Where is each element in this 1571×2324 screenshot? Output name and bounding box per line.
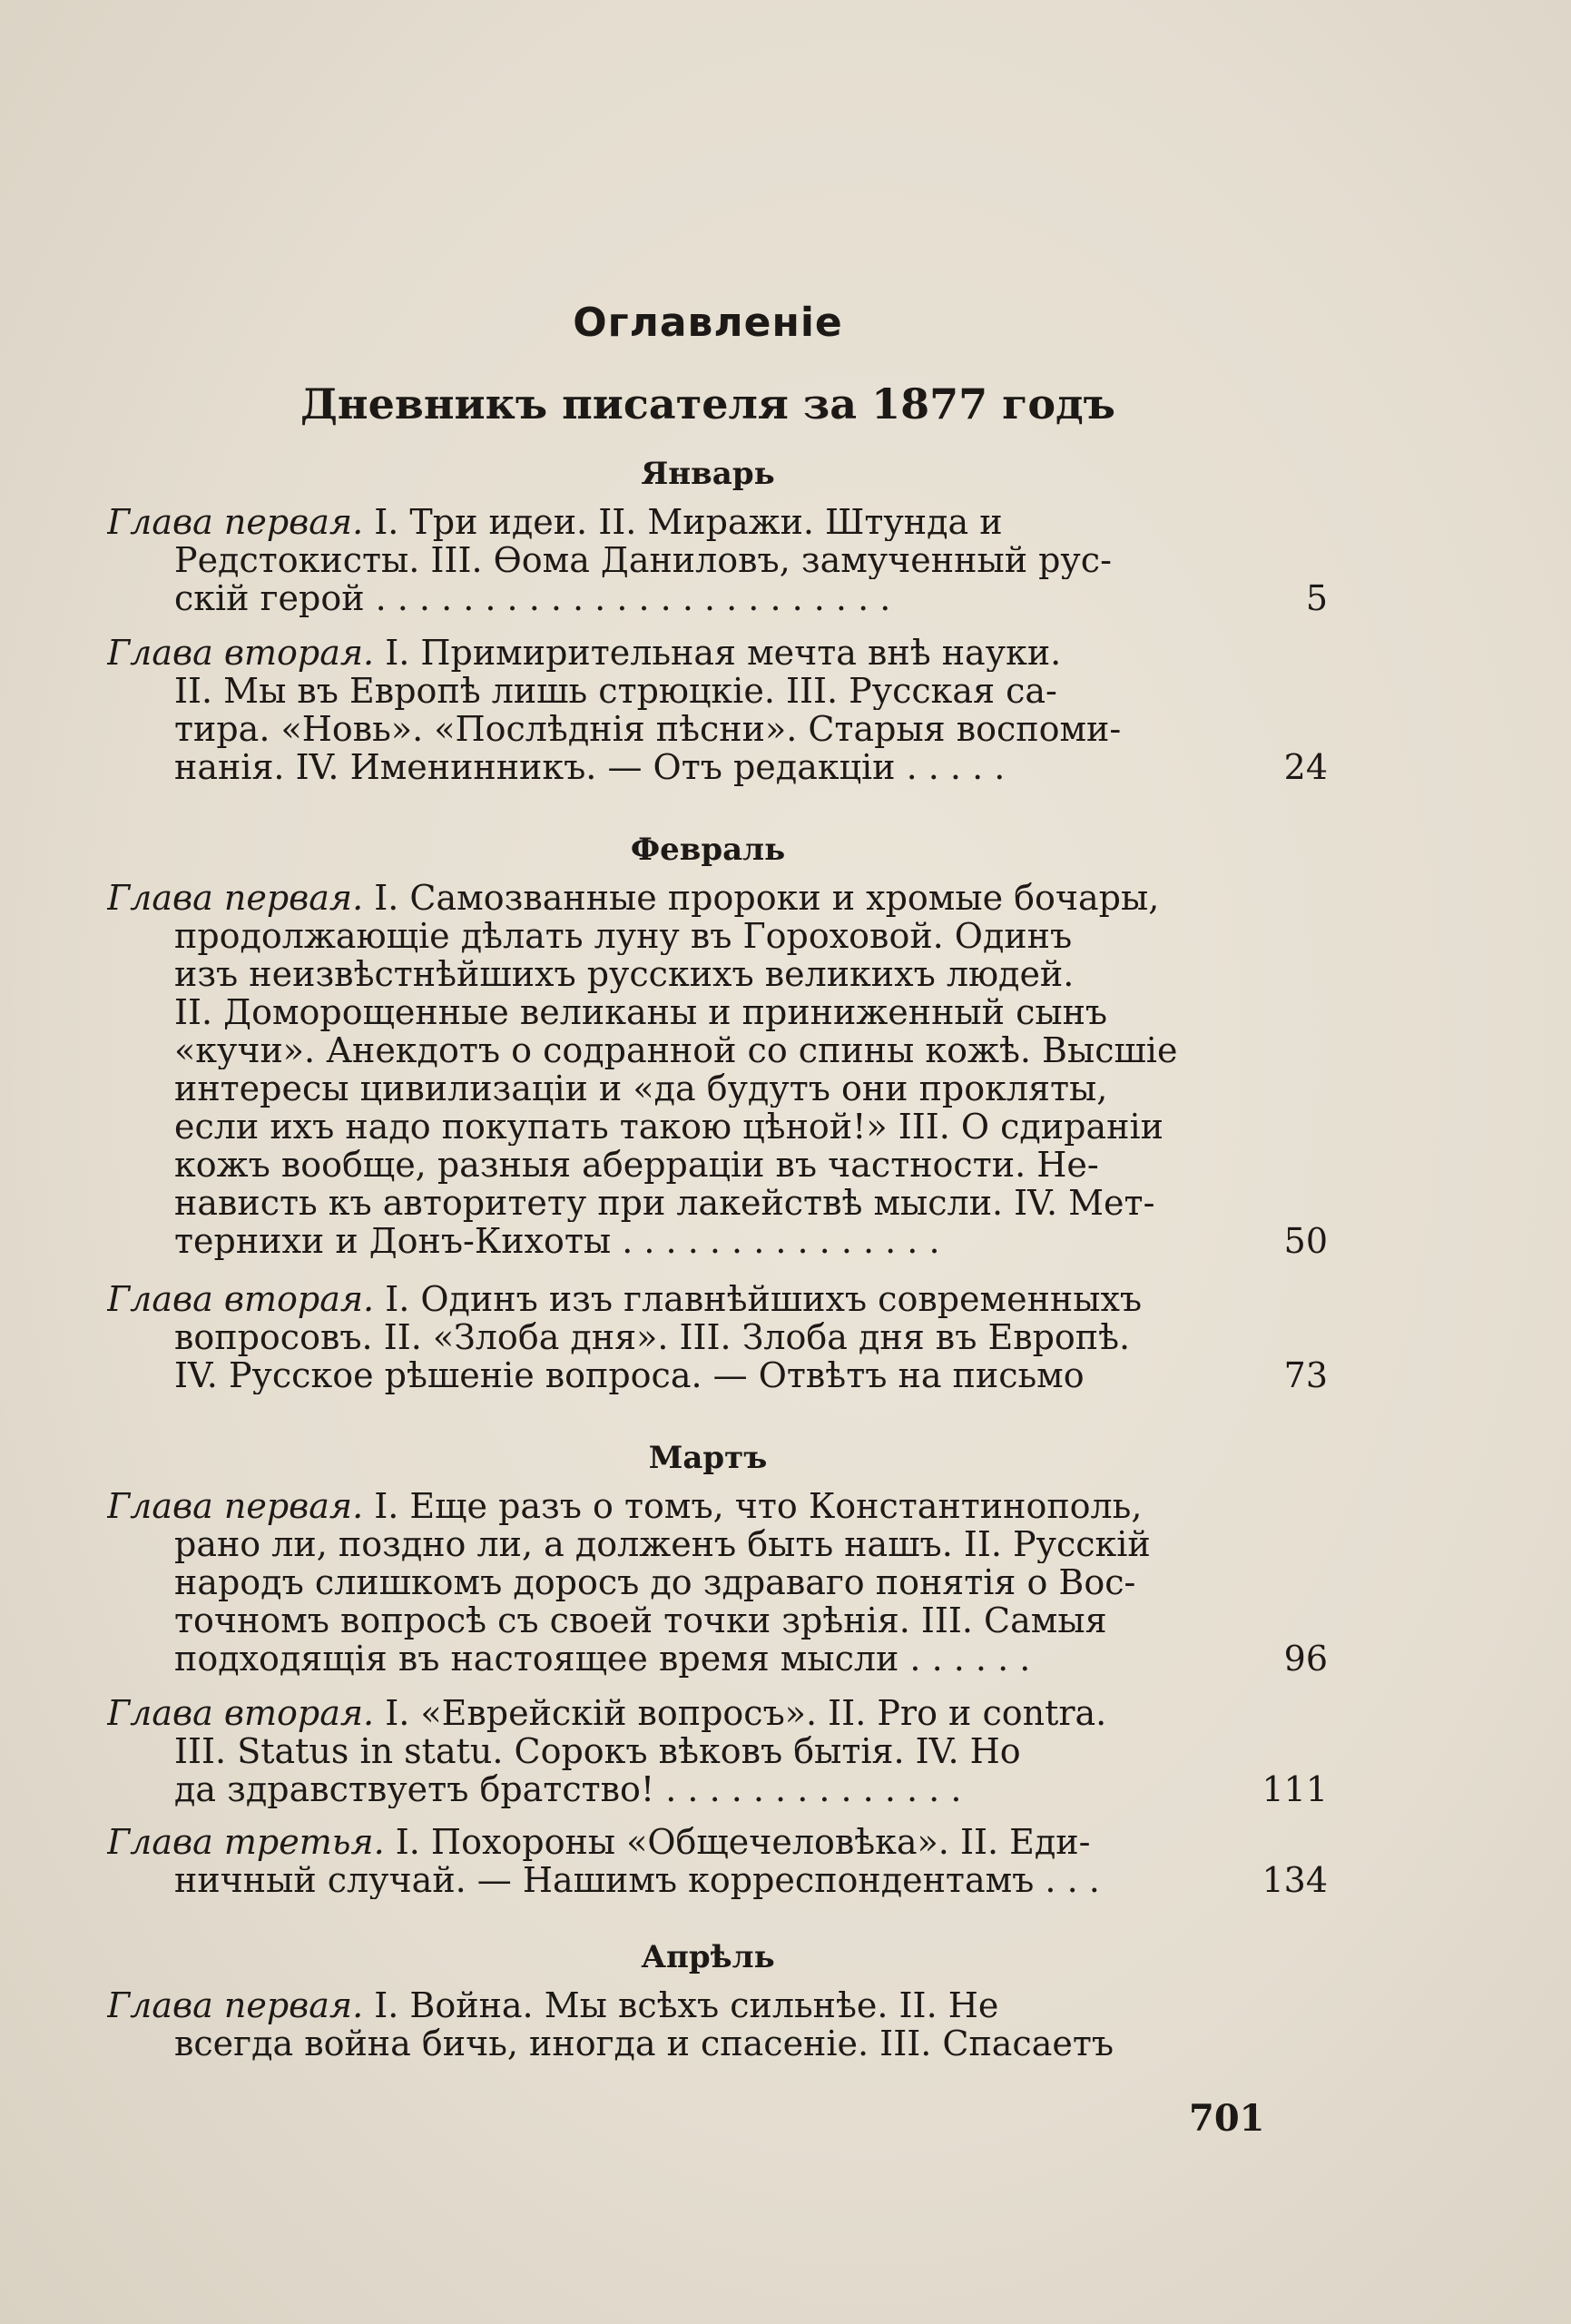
toc-entry-text: I. Война. Мы всѣхъ сильнѣе. II. Не [374,1986,999,2024]
toc-entry-line: «кучи». Анекдотъ о содранной со спины кожѣ. Высшіе [174,1031,1178,1069]
toc-entry-line: тира. «Новь». «Послѣднія пѣсни». Старыя воспоми- [174,710,1122,748]
toc-entry-text: подходящія въ настоящее время мысли . . . . . . [174,1640,1031,1678]
chapter-label: Глава первая. [107,503,364,541]
toc-entry [107,1694,1328,1808]
toc-entry-line: всегда война бичь, иногда и спасеніе. III. Спасаетъ [174,2024,1114,2063]
toc-entry-text: I. Самозванные пророки и хромые бочары, [374,879,1160,917]
toc-entry-text: I. Примирительная мечта внѣ науки. [385,634,1062,672]
toc-entry-text: да здравствуетъ братство! . . . . . . . . . . . . . . [174,1770,962,1808]
toc-entry-line: вопросовъ. II. «Злоба дня». III. Злоба дня въ Европѣ. [174,1318,1131,1356]
toc-entry-text: ничный случай. — Нашимъ корреспондентамъ . . . [174,1861,1100,1899]
toc-entry-line [107,579,1328,617]
page-title: Оглавленіе [573,300,843,346]
toc-entry-text: I. «Еврейскій вопросъ». II. Pro и contra. [385,1694,1107,1732]
toc-entry-text: I. Три идеи. II. Миражи. Штунда и [374,503,1003,541]
toc-entry-line: III. Status in statu. Сорокъ вѣковъ бытія. IV. Но [174,1732,1021,1770]
section-heading-march: Мартъ [648,1440,768,1476]
toc-entry-line [107,1694,1328,1732]
toc-entry-line: II. Мы въ Европѣ лишь стрюцкіе. III. Русская са- [174,672,1057,710]
toc-entry [107,1823,1328,1899]
page-number: 111 [1262,1770,1328,1808]
toc-entry-line: II. Доморощенные великаны и приниженный сынъ [174,993,1108,1031]
toc-entry-line [107,1823,1328,1861]
chapter-label: Глава третья. [107,1823,385,1861]
toc-entry [107,503,1328,617]
toc-entry [107,1280,1328,1394]
toc-entry-text: скій герой . . . . . . . . . . . . . . . . . . . . . . . . [174,579,891,617]
toc-entry-line [107,1986,1328,2024]
toc-entry-line [107,1487,1328,1525]
toc-entry-line [107,1222,1328,1260]
chapter-label: Глава первая. [107,879,364,917]
toc-entry-text: I. Похороны «Общечеловѣка». II. Еди- [395,1823,1091,1861]
toc-entry-line [107,1861,1328,1899]
toc-entry-line: точномъ вопросѣ съ своей точки зрѣнія. III. Самыя [174,1601,1107,1640]
toc-entry-text: IV. Русское рѣшеніе вопроса. — Отвѣтъ на письмо [174,1356,1085,1394]
toc-entry-line: Редстокисты. III. Ѳома Даниловъ, замученный рус- [174,541,1112,579]
page-folio: 701 [1189,2097,1265,2140]
toc-entry-line: интересы цивилизаціи и «да будутъ они прокляты, [174,1069,1108,1108]
section-heading-february: Февраль [630,832,786,868]
toc-entry-line [107,1770,1328,1808]
toc-entry-line: народъ слишкомъ доросъ до здраваго понятія о Вос- [174,1563,1136,1601]
toc-entry-text: I. Одинъ изъ главнѣйшихъ современныхъ [385,1280,1143,1318]
toc-entry [107,1986,1328,2063]
toc-entry-line: рано ли, поздно ли, а долженъ быть нашъ. II. Русскій [174,1525,1151,1563]
toc-entry-text: нанія. IV. Именинникъ. — Отъ редакціи . . . . . [174,748,1006,786]
toc-entry [107,634,1328,786]
chapter-label: Глава вторая. [107,1694,375,1732]
toc-entry-line [107,1280,1328,1318]
page-subtitle: Дневникъ писателя за 1877 годъ [300,379,1115,428]
toc-entry [107,1487,1328,1678]
toc-entry-line [107,1640,1328,1678]
section-heading-january: Январь [641,456,775,492]
section-heading-april: Апрѣль [641,1939,775,1975]
toc-entry-line: изъ неизвѣстнѣйшихъ русскихъ великихъ людей. [174,955,1075,993]
toc-entry-line [107,1356,1328,1394]
toc-entry-line [107,748,1328,786]
page-number: 5 [1305,579,1328,617]
toc-entry [107,879,1328,1260]
chapter-label: Глава первая. [107,1986,364,2024]
page-number: 73 [1283,1356,1328,1394]
toc-entry-line: если ихъ надо покупать такою цѣной!» III. О сдираніи [174,1108,1164,1146]
page-number: 96 [1283,1640,1328,1678]
page-number: 50 [1283,1222,1328,1260]
toc-entry-text: I. Еще разъ о томъ, что Константинополь, [374,1487,1143,1525]
toc-entry-line: кожъ вообще, разныя аберраціи въ частности. Не- [174,1146,1099,1184]
toc-entry-line: нависть къ авторитету при лакействѣ мысли. IV. Мет- [174,1184,1155,1222]
chapter-label: Глава вторая. [107,634,375,672]
page-number: 134 [1262,1861,1328,1899]
chapter-label: Глава первая. [107,1487,364,1525]
chapter-label: Глава вторая. [107,1280,375,1318]
toc-entry-line [107,503,1328,541]
page-number: 24 [1283,748,1328,786]
toc-entry-line: продолжающіе дѣлать луну въ Гороховой. Одинъ [174,917,1073,955]
toc-entry-line [107,879,1328,917]
toc-entry-line [107,634,1328,672]
toc-entry-text: тернихи и Донъ-Кихоты . . . . . . . . . . . . . . . [174,1222,940,1260]
